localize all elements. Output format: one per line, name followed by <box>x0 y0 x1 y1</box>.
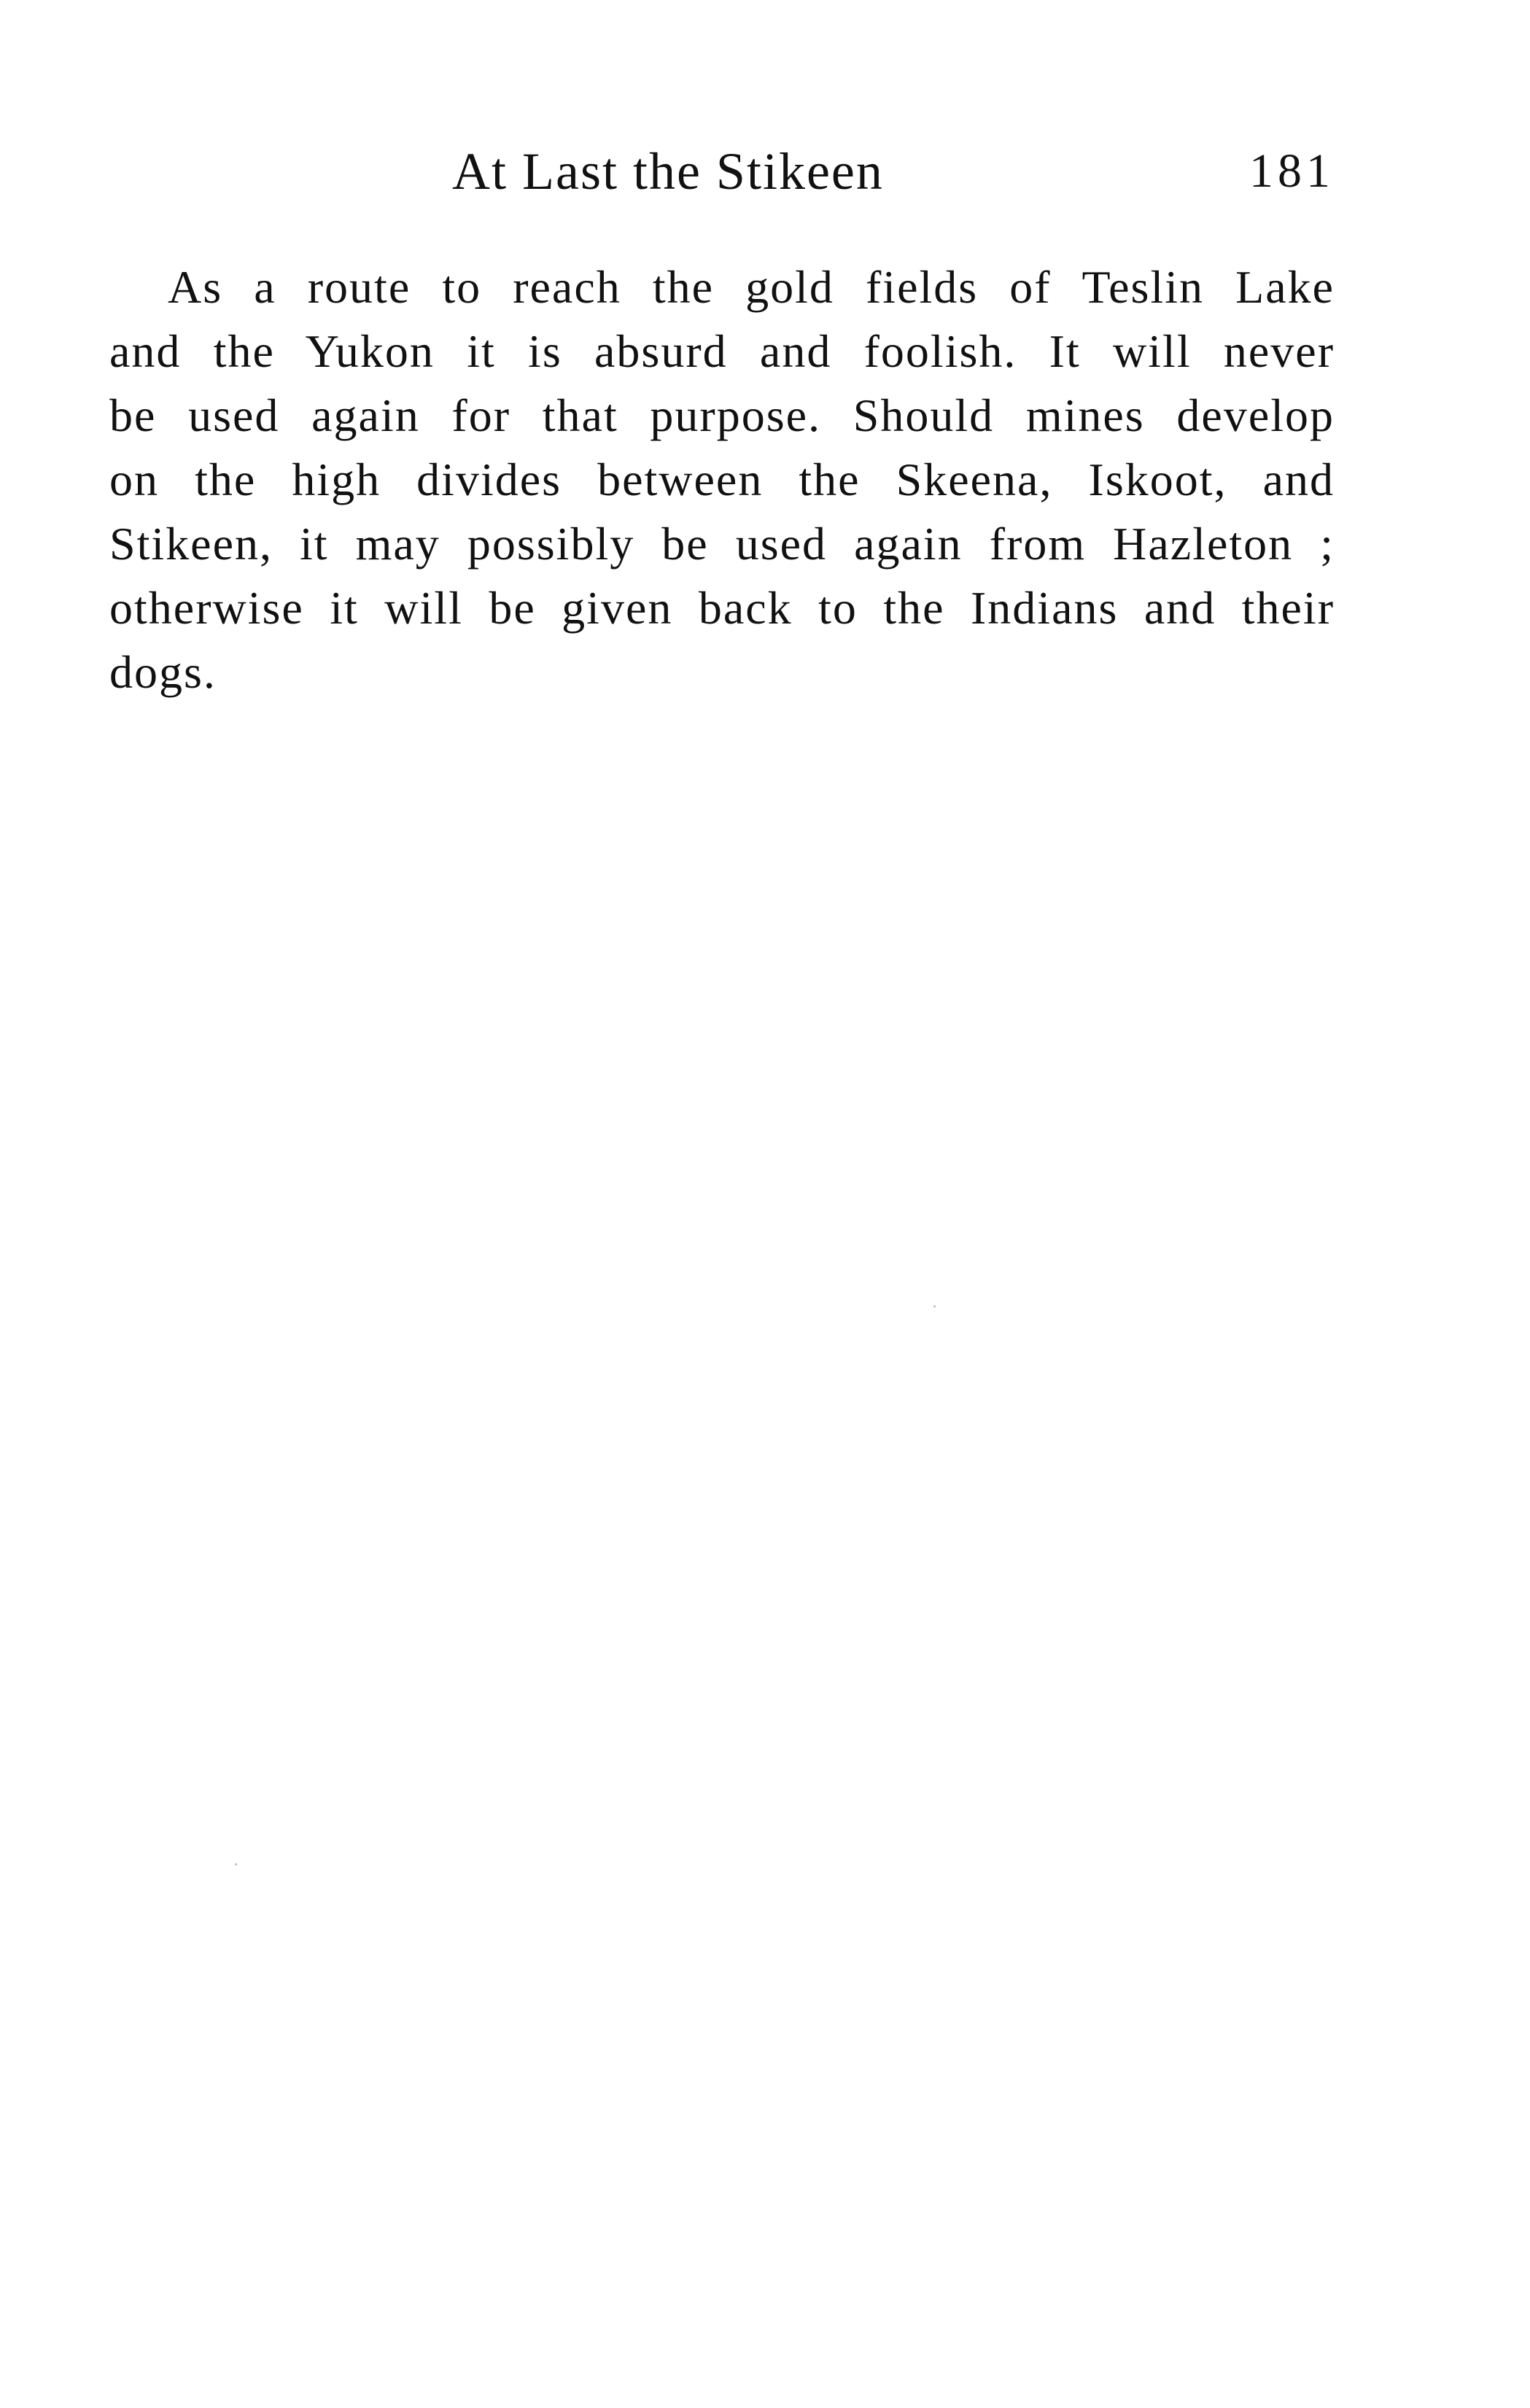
paper-speck <box>933 1305 936 1308</box>
text-line: As a route to reach the gold fields of Teslin Lake <box>168 261 1335 313</box>
text-line: be used again for that purpose. Should mines develop <box>109 389 1335 441</box>
text-line: dogs. <box>109 646 217 698</box>
running-title: At Last the Stikeen <box>452 142 884 201</box>
text-line: and the Yukon it is absurd and foolish. It will never <box>109 325 1335 377</box>
paragraph <box>109 255 1335 704</box>
page-number: 181 <box>1249 144 1335 198</box>
text-line: otherwise it will be given back to the Indians and their <box>109 582 1335 634</box>
paper-speck <box>235 1863 237 1865</box>
text-line: on the high divides between the Skeena, Iskoot, and <box>109 454 1335 505</box>
text-line: Stikeen, it may possibly be used again from Hazleton ; <box>109 518 1335 570</box>
